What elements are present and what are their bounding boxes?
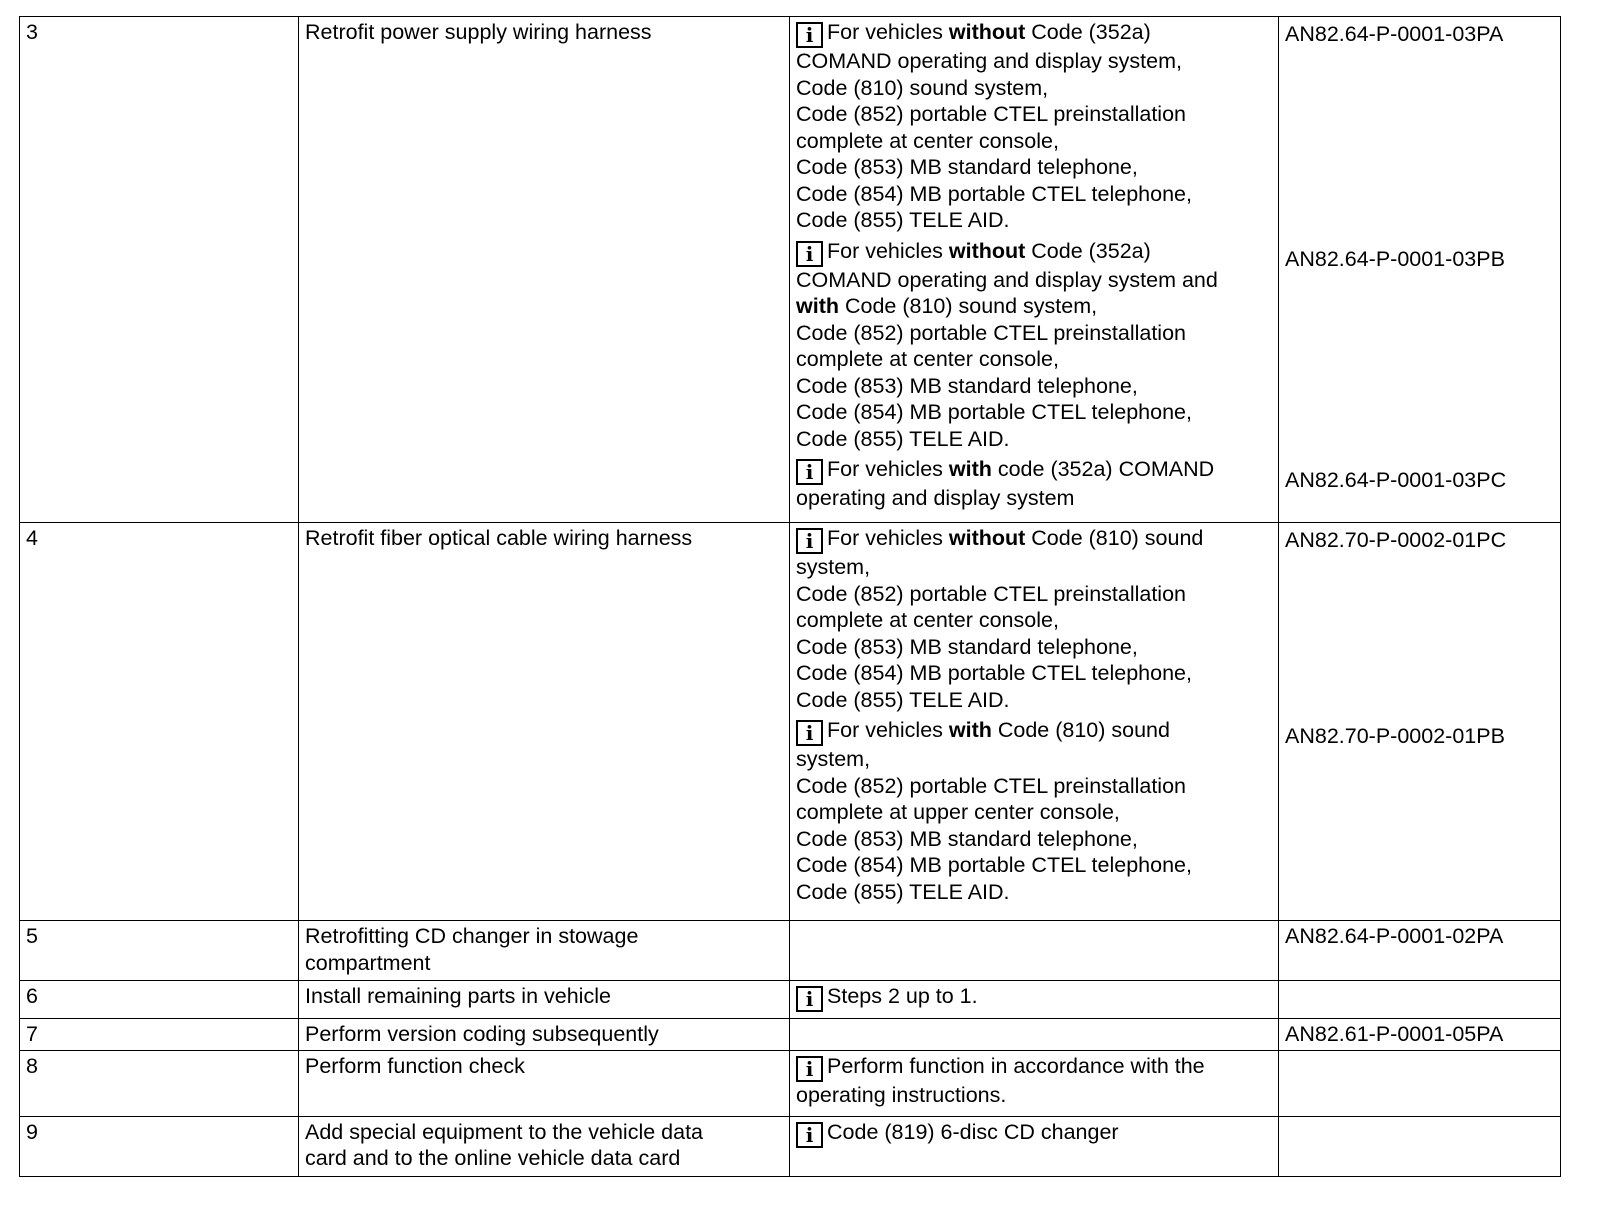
- table-row: [20, 1050, 1561, 1116]
- note-emphasis: with: [948, 718, 992, 742]
- note-line: complete at upper center console,: [796, 800, 1120, 824]
- note-line: Code (854) MB portable CTEL telephone,: [796, 400, 1192, 424]
- info-icon: i: [796, 720, 823, 746]
- note-text: For vehicles: [827, 238, 949, 263]
- step-notes: [790, 17, 1279, 523]
- note-text: For vehicles: [827, 20, 949, 44]
- note-line: Code (854) MB portable CTEL telephone,: [796, 181, 1192, 206]
- note-text: Code (352a): [1025, 20, 1151, 44]
- reference-link[interactable]: AN82.61-P-0001-05PA: [1279, 1019, 1561, 1051]
- note-text: Code (819) 6-disc CD changer: [827, 1119, 1119, 1144]
- note-block: [796, 238, 1272, 453]
- info-icon: i: [796, 241, 823, 267]
- note-text: Code (352a): [1025, 238, 1151, 263]
- step-number: 9: [20, 1116, 299, 1176]
- step-notes: [790, 523, 1279, 921]
- action-line: card and to the online vehicle data card: [305, 1146, 681, 1170]
- note-line: complete at center console,: [796, 608, 1059, 632]
- step-action: Perform version coding subsequently: [299, 1019, 790, 1051]
- note-text: Code (810) sound system,: [839, 294, 1098, 318]
- note-line: complete at center console,: [796, 347, 1059, 371]
- note-line: Code (854) MB portable CTEL telephone,: [796, 661, 1192, 685]
- note-text: For vehicles: [827, 526, 949, 550]
- step-action: Retrofit fiber optical cable wiring harness: [299, 523, 790, 921]
- info-icon: i: [796, 986, 823, 1012]
- step-notes: [790, 1019, 1279, 1051]
- step-action: Retrofit power supply wiring harness: [299, 17, 790, 523]
- note-line: Code (855) TELE AID.: [796, 879, 1010, 904]
- reference-link[interactable]: AN82.64-P-0001-03PB: [1285, 247, 1505, 271]
- note-block: [796, 19, 1272, 234]
- table-row: [20, 1019, 1561, 1051]
- step-action: Perform function check: [299, 1050, 790, 1116]
- note-line: Code (855) TELE AID.: [796, 687, 1010, 712]
- note-line: Code (852) portable CTEL preinstallation: [796, 773, 1187, 798]
- step-references: [1279, 1050, 1561, 1116]
- note-emphasis: without: [948, 20, 1026, 44]
- note-emphasis: with: [796, 294, 839, 318]
- note-text: For vehicles: [827, 457, 949, 481]
- note-line: system,: [796, 555, 871, 579]
- note-line: Code (853) MB standard telephone,: [796, 373, 1138, 398]
- action-line: Add special equipment to the vehicle data: [305, 1119, 704, 1144]
- step-references: [1279, 17, 1561, 523]
- step-number: 3: [20, 17, 299, 523]
- note-line: COMAND operating and display system and: [796, 267, 1218, 292]
- note-line: operating instructions.: [796, 1082, 1007, 1107]
- step-notes: [790, 1050, 1279, 1116]
- note-line: Code (855) TELE AID.: [796, 426, 1010, 451]
- table-row: [20, 921, 1561, 981]
- note-line: Code (852) portable CTEL preinstallation: [796, 581, 1187, 606]
- note-line: Code (855) TELE AID.: [796, 208, 1010, 232]
- note-block: [796, 525, 1272, 713]
- table-row: [20, 1116, 1561, 1176]
- action-line: Retrofitting CD changer in stowage: [305, 924, 639, 948]
- info-icon: i: [796, 528, 823, 554]
- step-number: 7: [20, 1019, 299, 1051]
- info-icon: i: [796, 22, 823, 48]
- info-icon: i: [796, 1056, 823, 1082]
- note-line: Code (852) portable CTEL preinstallation: [796, 102, 1187, 126]
- note-text: For vehicles: [827, 718, 949, 742]
- reference-link[interactable]: AN82.70-P-0002-01PC: [1285, 528, 1507, 552]
- note-text: Code (810) sound: [991, 718, 1170, 742]
- note-line: system,: [796, 747, 871, 771]
- reference-link[interactable]: AN82.70-P-0002-01PB: [1285, 724, 1505, 748]
- reference-link[interactable]: AN82.64-P-0001-03PC: [1285, 468, 1507, 492]
- note-line: Code (853) MB standard telephone,: [796, 634, 1138, 659]
- note-line: complete at center console,: [796, 128, 1059, 153]
- step-references: [1279, 1116, 1561, 1176]
- note-line: Code (853) MB standard telephone,: [796, 155, 1138, 179]
- note-emphasis: without: [948, 526, 1026, 550]
- note-emphasis: without: [948, 238, 1026, 263]
- procedure-table: [19, 16, 1561, 1177]
- note-text: Steps 2 up to 1.: [827, 984, 978, 1008]
- step-number: 6: [20, 981, 299, 1019]
- table-row: [20, 17, 1561, 523]
- note-block: [796, 717, 1272, 905]
- action-line: compartment: [305, 950, 431, 975]
- note-line: Code (853) MB standard telephone,: [796, 826, 1138, 851]
- step-action: Install remaining parts in vehicle: [299, 981, 790, 1019]
- note-line: operating and display system: [796, 486, 1075, 510]
- note-line: [796, 293, 1272, 320]
- note-block: [796, 456, 1272, 512]
- note-emphasis: with: [948, 457, 992, 481]
- table-row: [20, 981, 1561, 1019]
- step-number: 4: [20, 523, 299, 921]
- note-text: code (352a) COMAND: [991, 457, 1215, 481]
- step-number: 5: [20, 921, 299, 981]
- info-icon: i: [796, 459, 823, 485]
- step-references: [1279, 981, 1561, 1019]
- step-number: 8: [20, 1050, 299, 1116]
- info-icon: i: [796, 1122, 823, 1148]
- note-text: Perform function in accordance with the: [827, 1053, 1205, 1078]
- note-line: COMAND operating and display system,: [796, 49, 1182, 73]
- table-row: [20, 523, 1561, 921]
- step-notes: [790, 1116, 1279, 1176]
- note-line: Code (852) portable CTEL preinstallation: [796, 320, 1187, 345]
- reference-link[interactable]: AN82.64-P-0001-02PA: [1279, 921, 1561, 981]
- reference-link[interactable]: AN82.64-P-0001-03PA: [1285, 22, 1504, 46]
- step-action: [299, 921, 790, 981]
- note-text: Code (810) sound: [1025, 526, 1204, 550]
- note-line: Code (810) sound system,: [796, 75, 1049, 100]
- step-notes: [790, 981, 1279, 1019]
- step-notes: [790, 921, 1279, 981]
- step-action: [299, 1116, 790, 1176]
- step-references: [1279, 523, 1561, 921]
- note-line: Code (854) MB portable CTEL telephone,: [796, 853, 1192, 877]
